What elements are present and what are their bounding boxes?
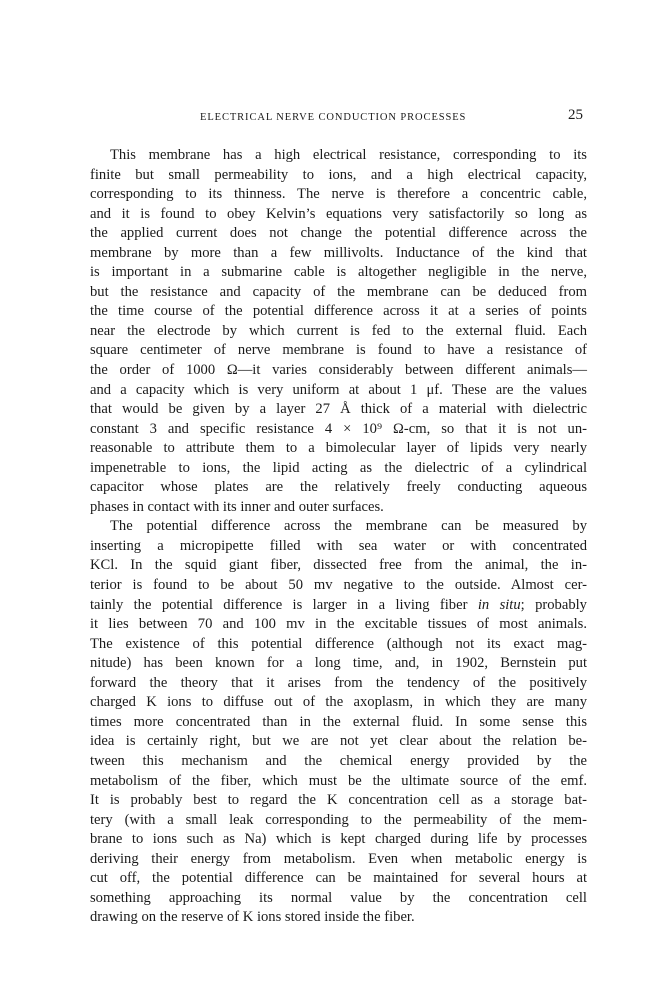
text-line: inserting a micropipette filled with sea water or with concentrated (90, 537, 587, 554)
text-line: something approaching its normal value by the concentration cell (90, 889, 587, 906)
text-line: corresponding to its thinness. The nerve is therefore a concentric cable, (90, 186, 587, 203)
text-line: the order of 1000 Ω—it varies considerably between different animals— (90, 362, 587, 379)
text-line: membrane by more than a few millivolts. Inductance of the kind that (90, 244, 587, 261)
text-line: finite but small permeability to ions, and a high electrical capacity, (90, 166, 587, 183)
italic-term: in situ (477, 596, 521, 613)
text-line: brane to ions such as Na) which is kept charged during life by processes (90, 831, 587, 848)
text-line: constant 3 and specific resistance 4 × 10⁹ Ω-cm, so that it is not un- (90, 420, 587, 437)
text-line: nitude) has been known for a long time, and, in 1902, Bernstein put (90, 655, 587, 672)
running-head: ELECTRICAL NERVE CONDUCTION PROCESSES (200, 112, 467, 123)
paragraph-potential-difference (90, 517, 587, 927)
text-line: impenetrable to ions, the lipid acting as the dielectric of a cylindrical (90, 459, 587, 476)
text-line: the time course of the potential difference across it at a series of points (90, 303, 587, 320)
text-line: square centimeter of nerve membrane is found to have a resistance of (90, 342, 587, 359)
paragraph-membrane-properties (90, 146, 587, 517)
text-line: it lies between 70 and 100 mv in the excitable tissues of most animals. (90, 616, 587, 633)
text-line: The existence of this potential difference (although not its exact mag- (90, 635, 587, 652)
text-line: near the electrode by which current is fed to the external fluid. Each (90, 322, 587, 339)
text-line: capacitor whose plates are the relatively freely conducting aqueous (90, 479, 587, 496)
text-line: terior is found to be about 50 mv negative to the outside. Almost cer- (90, 577, 587, 594)
text-line: the applied current does not change the potential difference across the (90, 225, 587, 242)
text-line: idea is certainly right, but we are not yet clear about the relation be- (90, 733, 587, 750)
text-line: metabolism of the fiber, which must be the ultimate source of the emf. (90, 772, 587, 789)
page-number: 25 (568, 107, 583, 123)
text-line: tainly the potential difference is larger in a living fiber in situ; probably (90, 596, 587, 613)
text-line: but the resistance and capacity of the membrane can be deduced from (90, 283, 587, 300)
text-line: This membrane has a high electrical resistance, corresponding to its (110, 147, 587, 163)
text-line: The potential difference across the membrane can be measured by (110, 518, 587, 535)
text-line: deriving their energy from metabolism. Even when metabolic energy is (90, 850, 587, 867)
text-line: and it is found to obey Kelvin’s equations very satisfactorily so long as (90, 205, 587, 222)
text-line: reasonable to attribute them to a bimolecular layer of lipids very nearly (90, 440, 587, 457)
text-line: forward the theory that it arises from the tendency of the positively (90, 674, 587, 691)
body-text (90, 146, 587, 928)
text-line: is important in a submarine cable is altogether negligible in the nerve, (90, 264, 587, 281)
text-line: KCl. In the squid giant fiber, dissected free from the animal, the in- (90, 557, 587, 574)
text-line: that would be given by a layer 27 Å thick of a material with dielectric (90, 401, 587, 418)
text-line: drawing on the reserve of K ions stored inside the fiber. (90, 909, 415, 926)
text-line: and a capacity which is very uniform at about 1 μf. These are the values (90, 381, 587, 398)
text-line: It is probably best to regard the K concentration cell as a storage bat- (90, 792, 587, 809)
text-line: phases in contact with its inner and outer surfaces. (90, 498, 384, 515)
text-line: tery (with a small leak corresponding to the permeability of the mem- (90, 811, 587, 828)
text-line: times more concentrated than in the external fluid. In some sense this (90, 713, 587, 730)
text-line: charged K ions to diffuse out of the axoplasm, in which they are many (90, 694, 587, 711)
text-line: tween this mechanism and the chemical energy provided by the (90, 752, 587, 769)
text-line: cut off, the potential difference can be maintained for several hours at (90, 870, 587, 887)
